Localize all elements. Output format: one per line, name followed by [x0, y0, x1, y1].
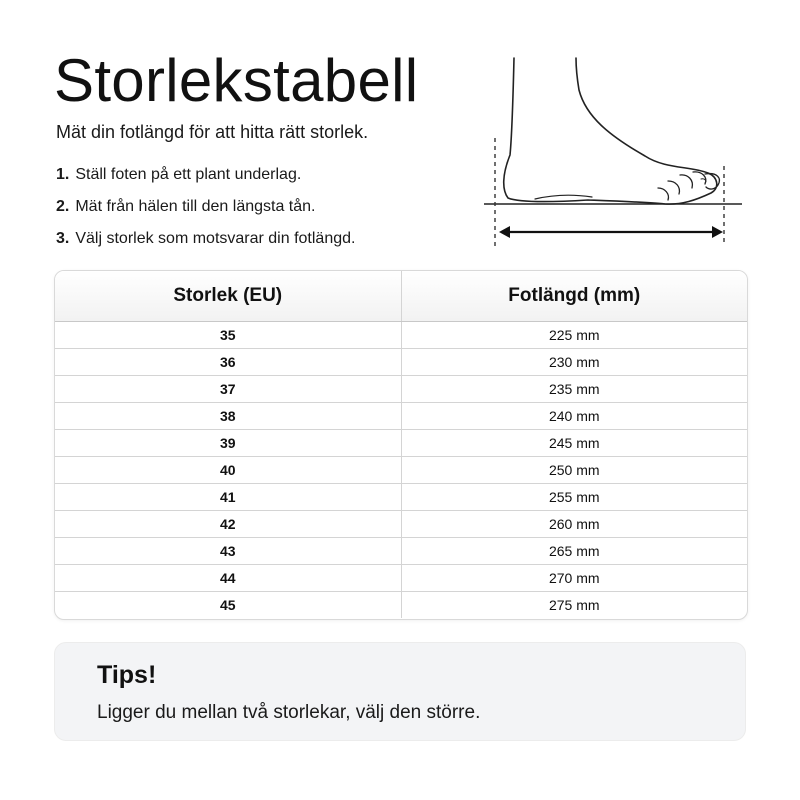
length-cell: 275 mm	[401, 592, 747, 619]
step-number: 2.	[56, 198, 70, 215]
length-cell: 240 mm	[401, 403, 747, 430]
step-1	[56, 165, 355, 197]
page-title: Storlekstabell	[54, 47, 419, 114]
length-cell: 245 mm	[401, 430, 747, 457]
table-row	[55, 349, 747, 376]
length-cell: 250 mm	[401, 457, 747, 484]
tips-box	[54, 642, 746, 741]
table-row	[55, 511, 747, 538]
foot-measurement-icon	[480, 50, 750, 250]
step-text: Mät från hälen till den längsta tån.	[75, 198, 316, 215]
size-cell: 40	[55, 457, 401, 484]
size-cell: 45	[219, 597, 236, 613]
length-cell: 230 mm	[401, 349, 747, 376]
size-cell: 44	[55, 565, 401, 592]
table-row	[55, 457, 747, 484]
step-number: 3.	[56, 230, 70, 247]
table-header-row	[55, 271, 747, 322]
size-cell: 43	[55, 538, 401, 565]
length-cell: 270 mm	[401, 565, 747, 592]
size-cell: 38	[55, 403, 401, 430]
table-row	[55, 484, 747, 511]
step-text: Välj storlek som motsvarar din fotlängd.	[75, 230, 356, 247]
table-row	[55, 322, 747, 349]
size-cell: 35	[55, 322, 401, 349]
column-header-length: Fotlängd (mm)	[401, 271, 747, 322]
table-row	[55, 376, 747, 403]
table-row	[55, 430, 747, 457]
instruction-steps	[56, 165, 355, 261]
size-cell: 36	[55, 349, 401, 376]
size-table	[55, 271, 747, 618]
length-cell: 265 mm	[401, 538, 747, 565]
size-cell: 41	[55, 484, 401, 511]
length-cell: 255 mm	[401, 484, 747, 511]
length-cell: 260 mm	[401, 511, 747, 538]
size-cell: 37	[55, 376, 401, 403]
tips-title: Tips!	[97, 661, 157, 689]
table-row	[55, 565, 747, 592]
length-cell: 235 mm	[401, 376, 747, 403]
step-text: Ställ foten på ett plant underlag.	[75, 166, 302, 183]
table-row	[55, 592, 747, 619]
step-number: 1.	[56, 166, 70, 183]
table-row	[55, 538, 747, 565]
table-row	[55, 403, 747, 430]
step-2	[56, 197, 355, 229]
length-cell: 225 mm	[401, 322, 747, 349]
step-3	[56, 229, 355, 261]
page-subtitle: Mät din fotlängd för att hitta rätt storlek.	[56, 122, 369, 142]
size-cell: 42	[55, 511, 401, 538]
size-cell: 39	[55, 430, 401, 457]
size-table-card	[54, 270, 748, 620]
column-header-size: Storlek (EU)	[55, 271, 401, 322]
tips-text: Ligger du mellan två storlekar, välj den större.	[97, 702, 481, 723]
